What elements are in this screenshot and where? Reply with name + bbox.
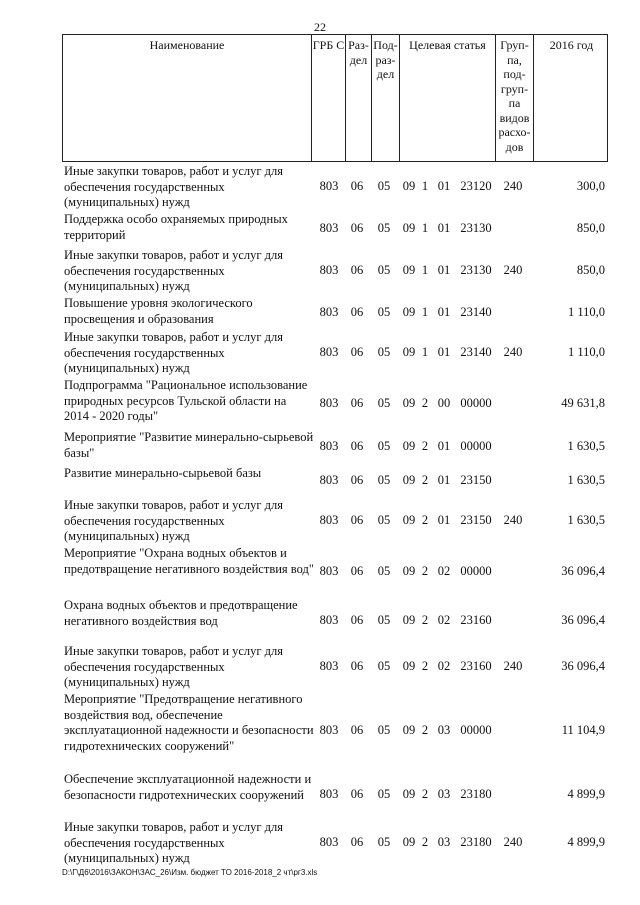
cell-grbs: 803	[319, 659, 339, 673]
cell-grbs: 803	[319, 473, 339, 487]
table-row	[62, 772, 608, 818]
row-name: Иные закупки товаров, работ и услуг для обеспечения государственных (муниципальных) нужд	[64, 820, 284, 865]
cell-amount: 4 899,9	[567, 835, 605, 849]
cell-rz: 06	[350, 396, 364, 410]
cell-c2: 2	[421, 613, 429, 627]
cell-grbs: 803	[319, 221, 339, 235]
cell-amount: 1 110,0	[567, 345, 605, 359]
cell-c4: 00000	[460, 396, 492, 410]
cell-c4: 00000	[460, 439, 492, 453]
table-row	[62, 546, 608, 598]
cell-rz: 06	[350, 305, 364, 319]
cell-c1: 09	[402, 396, 416, 410]
cell-c3: 02	[437, 613, 451, 627]
row-name: Мероприятие "Предотвращение негативного воздействия вод, обеспечение эксплуатационной надежности и безопасности гидротехнических сооружений"	[64, 692, 314, 753]
cell-c3: 02	[437, 659, 451, 673]
cell-c2: 1	[421, 345, 429, 359]
cell-c4: 23180	[460, 835, 492, 849]
cell-c4: 00000	[460, 723, 492, 737]
cell-c3: 01	[437, 473, 451, 487]
cell-c2: 2	[421, 787, 429, 801]
cell-c1: 09	[402, 439, 416, 453]
row-name: Подпрограмма "Рациональное использование природных ресурсов Тульской области на 2014 - 2020 годы"	[64, 378, 308, 423]
cell-c1: 09	[402, 835, 416, 849]
cell-pr: 05	[377, 564, 391, 578]
table-row	[62, 248, 608, 294]
cell-rz: 06	[350, 473, 364, 487]
cell-c1: 09	[402, 723, 416, 737]
cell-pr: 05	[377, 723, 391, 737]
row-name: Мероприятие "Охрана водных объектов и предотвращение негативного воздействия вод"	[64, 546, 314, 576]
cell-grbs: 803	[319, 787, 339, 801]
table-row	[62, 598, 608, 644]
cell-amount: 4 899,9	[567, 787, 605, 801]
cell-c3: 03	[437, 787, 451, 801]
header-podrazdel: Под- раз- дел	[371, 35, 399, 161]
cell-c3: 01	[437, 439, 451, 453]
cell-c2: 2	[421, 439, 429, 453]
cell-pr: 05	[377, 513, 391, 527]
cell-grbs: 803	[319, 179, 339, 193]
cell-amount: 36 096,4	[561, 659, 605, 673]
cell-pr: 05	[377, 439, 391, 453]
cell-vr: 240	[503, 835, 523, 849]
cell-rz: 06	[350, 787, 364, 801]
cell-c1: 09	[402, 564, 416, 578]
cell-grbs: 803	[319, 263, 339, 277]
cell-pr: 05	[377, 221, 391, 235]
cell-c2: 2	[421, 513, 429, 527]
cell-amount: 1 110,0	[567, 305, 605, 319]
cell-c3: 00	[437, 396, 451, 410]
cell-c2: 2	[421, 659, 429, 673]
cell-amount: 1 630,5	[567, 513, 605, 527]
cell-c2: 2	[421, 396, 429, 410]
cell-pr: 05	[377, 787, 391, 801]
cell-amount: 1 630,5	[567, 439, 605, 453]
cell-pr: 05	[377, 263, 391, 277]
cell-amount: 49 631,8	[561, 396, 605, 410]
cell-rz: 06	[350, 179, 364, 193]
cell-rz: 06	[350, 723, 364, 737]
cell-vr: 240	[503, 263, 523, 277]
header-name: Наименование	[149, 38, 225, 52]
row-name: Повышение уровня экологического просвещения и образования	[64, 296, 253, 326]
cell-rz: 06	[350, 564, 364, 578]
cell-pr: 05	[377, 396, 391, 410]
cell-pr: 05	[377, 835, 391, 849]
row-name: Иные закупки товаров, работ и услуг для обеспечения государственных (муниципальных) нужд	[64, 248, 284, 293]
cell-amount: 36 096,4	[561, 613, 605, 627]
table-header	[62, 34, 608, 162]
cell-c2: 2	[421, 835, 429, 849]
cell-rz: 06	[350, 263, 364, 277]
cell-c4: 23120	[460, 179, 492, 193]
cell-grbs: 803	[319, 345, 339, 359]
cell-vr: 240	[503, 345, 523, 359]
cell-grbs: 803	[319, 305, 339, 319]
table-row	[62, 212, 608, 246]
page-number: 22	[314, 20, 326, 34]
cell-c1: 09	[402, 221, 416, 235]
cell-rz: 06	[350, 513, 364, 527]
cell-pr: 05	[377, 179, 391, 193]
cell-grbs: 803	[319, 396, 339, 410]
cell-rz: 06	[350, 439, 364, 453]
cell-c1: 09	[402, 179, 416, 193]
cell-amount: 36 096,4	[561, 564, 605, 578]
cell-c1: 09	[402, 473, 416, 487]
cell-c4: 23160	[460, 613, 492, 627]
cell-c4: 23180	[460, 787, 492, 801]
cell-c4: 23130	[460, 263, 492, 277]
cell-c1: 09	[402, 513, 416, 527]
table-row	[62, 164, 608, 210]
cell-amount: 300,0	[576, 179, 605, 193]
cell-c4: 23150	[460, 473, 492, 487]
header-year: 2016 год	[533, 35, 609, 161]
cell-c1: 09	[402, 613, 416, 627]
cell-c3: 02	[437, 564, 451, 578]
cell-c3: 01	[437, 263, 451, 277]
table-row	[62, 430, 608, 464]
cell-c2: 1	[421, 263, 429, 277]
cell-c1: 09	[402, 345, 416, 359]
cell-pr: 05	[377, 345, 391, 359]
cell-c3: 03	[437, 835, 451, 849]
table-row	[62, 466, 608, 496]
cell-grbs: 803	[319, 564, 339, 578]
cell-vr: 240	[503, 659, 523, 673]
table-row	[62, 644, 608, 690]
cell-c1: 09	[402, 659, 416, 673]
row-name: Иные закупки товаров, работ и услуг для обеспечения государственных (муниципальных) нужд	[64, 330, 284, 375]
header-gruppa: Груп- па, под- груп- па видов расхо- дов	[495, 35, 533, 161]
row-name: Иные закупки товаров, работ и услуг для обеспечения государственных (муниципальных) нужд	[64, 164, 284, 209]
row-name: Поддержка особо охраняемых природных территорий	[64, 212, 288, 242]
cell-rz: 06	[350, 613, 364, 627]
cell-grbs: 803	[319, 439, 339, 453]
cell-grbs: 803	[319, 513, 339, 527]
cell-pr: 05	[377, 473, 391, 487]
cell-vr: 240	[503, 179, 523, 193]
cell-c4: 23150	[460, 513, 492, 527]
cell-rz: 06	[350, 835, 364, 849]
header-celevaya: Целевая статья	[399, 35, 495, 161]
cell-c1: 09	[402, 787, 416, 801]
cell-rz: 06	[350, 345, 364, 359]
cell-c4: 23140	[460, 305, 492, 319]
cell-c1: 09	[402, 305, 416, 319]
cell-c2: 1	[421, 179, 429, 193]
table-row	[62, 820, 608, 866]
table-row	[62, 378, 608, 430]
cell-amount: 850,0	[576, 263, 605, 277]
cell-rz: 06	[350, 659, 364, 673]
cell-c3: 01	[437, 221, 451, 235]
header-grbs: ГРБ С	[311, 35, 345, 161]
row-name: Иные закупки товаров, работ и услуг для обеспечения государственных (муниципальных) нужд	[64, 498, 284, 543]
table-row	[62, 296, 608, 330]
cell-c4: 23160	[460, 659, 492, 673]
cell-c4: 23140	[460, 345, 492, 359]
table-row	[62, 692, 608, 770]
row-name: Развитие минерально-сырьевой базы	[64, 466, 262, 480]
cell-c2: 2	[421, 473, 429, 487]
row-name: Обеспечение эксплуатационной надежности и безопасности гидротехнических сооружений	[64, 772, 312, 802]
cell-c2: 1	[421, 221, 429, 235]
cell-c3: 03	[437, 723, 451, 737]
table-row	[62, 330, 608, 376]
cell-c1: 09	[402, 263, 416, 277]
cell-grbs: 803	[319, 835, 339, 849]
cell-c2: 2	[421, 723, 429, 737]
cell-grbs: 803	[319, 613, 339, 627]
header-razdel: Раз- дел	[345, 35, 371, 161]
cell-amount: 1 630,5	[567, 473, 605, 487]
cell-c3: 01	[437, 513, 451, 527]
cell-vr: 240	[503, 513, 523, 527]
file-path-footer: D:\Г\Д6\2016\ЗАКОН\ЗАС_26\Изм. бюджет ТО 2016-2018_2 чт\рг3.xls	[62, 868, 318, 877]
cell-rz: 06	[350, 221, 364, 235]
cell-c2: 1	[421, 305, 429, 319]
cell-c2: 2	[421, 564, 429, 578]
cell-c4: 23130	[460, 221, 492, 235]
cell-pr: 05	[377, 305, 391, 319]
table-row	[62, 498, 608, 544]
cell-amount: 850,0	[576, 221, 605, 235]
cell-pr: 05	[377, 613, 391, 627]
cell-c3: 01	[437, 305, 451, 319]
row-name: Охрана водных объектов и предотвращение негативного воздействия вод	[64, 598, 298, 628]
row-name: Мероприятие "Развитие минерально-сырьевой базы"	[64, 430, 314, 460]
cell-pr: 05	[377, 659, 391, 673]
row-name: Иные закупки товаров, работ и услуг для обеспечения государственных (муниципальных) нужд	[64, 644, 284, 689]
cell-grbs: 803	[319, 723, 339, 737]
cell-c4: 00000	[460, 564, 492, 578]
cell-c3: 01	[437, 345, 451, 359]
cell-amount: 11 104,9	[561, 723, 605, 737]
cell-c3: 01	[437, 179, 451, 193]
